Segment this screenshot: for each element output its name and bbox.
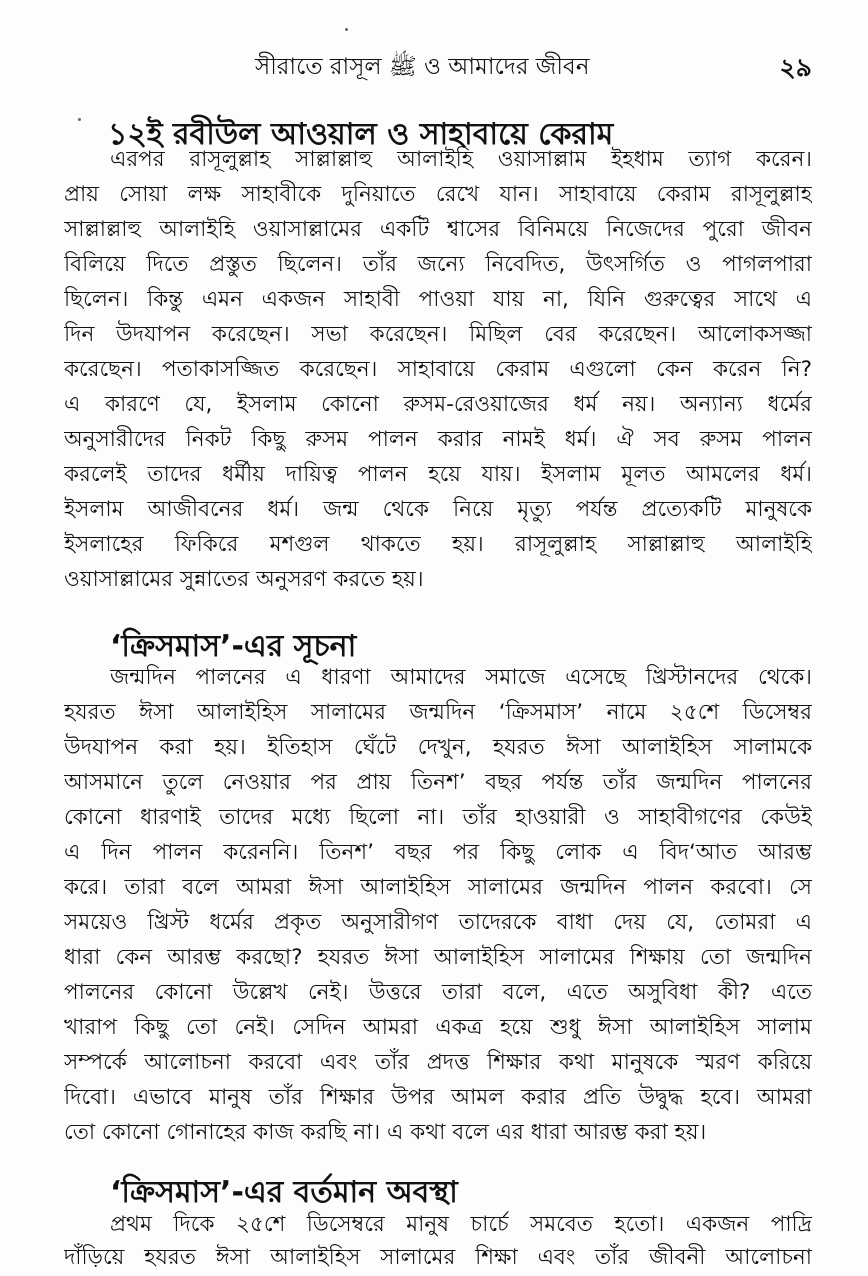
paragraph-line: সময়েও খ্রিস্ট ধর্মের প্রকৃত অনুসারীগণ তাদেরকে বাধা দেয় যে, তোমরা এ xyxy=(64,910,812,935)
paragraph-line: দাঁড়িয়ে হযরত ঈসা আলাইহিস সালামের শিক্ষা এবং তাঁর জীবনী আলোচনা xyxy=(64,1245,812,1270)
paragraph-line: করলেই তাদের ধর্মীয় দায়িত্ব পালন হয়ে যায়। ইসলাম মূলত আমলের ধর্ম। xyxy=(64,462,812,487)
paragraph-line: অনুসারীদের নিকট কিছু রুসম পালন করার নামই ধর্ম। ঐ সব রুসম পালন xyxy=(64,427,812,452)
paragraph-line: কোনো ধারণাই তাদের মধ্যে ছিলো না। তাঁর হাওয়ারী ও সাহাবীগণের কেউই xyxy=(64,805,812,830)
section-heading-rabiul-awwal: ১২ই রবীউল আওয়াল ও সাহাবায়ে কেরাম xyxy=(108,117,614,152)
paragraph-line: সম্পর্কে আলোচনা করবো এবং তাঁর প্রদত্ত শিক্ষার কথা মানুষকে স্মরণ করিয়ে xyxy=(64,1050,812,1075)
paragraph-line: হযরত ঈসা আলাইহিস সালামের জন্মদিন ‘ক্রিসমাস’ নামে ২৫শে ডিসেম্বর xyxy=(64,700,812,725)
paragraph-line: বিলিয়ে দিতে প্রস্তুত ছিলেন। তাঁর জন্যে নিবেদিত, উৎসর্গিত ও পাগলপারা xyxy=(64,252,812,277)
paragraph-line: ইসলাহের ফিকিরে মশগুল থাকতে হয়। রাসূলুল্লাহ সাল্লাল্লাহু আলাইহি xyxy=(64,532,812,557)
scan-speck xyxy=(345,28,348,31)
section-heading-christmas-current: ‘ক্রিসমাস’-এর বর্তমান অবস্থা xyxy=(110,1175,458,1210)
paragraph-line: এ কারণে যে, ইসলাম কোনো রুসম-রেওয়াজের ধর্ম নয়। অন্যান্য ধর্মের xyxy=(64,392,812,417)
paragraph-line: করে। তারা বলে আমরা ঈসা আলাইহিস সালামের জন্মদিন পালন করবো। সে xyxy=(64,875,812,900)
section-heading-christmas-origin: ‘ক্রিসমাস’-এর সূচনা xyxy=(110,629,357,664)
running-title: সীরাতে রাসূল ﷺ ও আমাদের জীবন xyxy=(255,54,590,80)
scan-speck xyxy=(78,118,81,121)
paragraph-line: ছিলেন। কিন্তু এমন একজন সাহাবী পাওয়া যায় না, যিনি গুরুত্বের সাথে এ xyxy=(64,287,812,312)
paragraph-line: তো কোনো গোনাহের কাজ করছি না। এ কথা বলে এর ধারা আরম্ভ করা হয়। xyxy=(64,1120,707,1145)
paragraph-line: উদযাপন করা হয়। ইতিহাস ঘেঁটে দেখুন, হযরত ঈসা আলাইহিস সালামকে xyxy=(64,735,812,760)
paragraph-line: পালনের কোনো উল্লেখ নেই। উত্তরে তারা বলে, এতে অসুবিধা কী? এতে xyxy=(64,980,812,1005)
paragraph-line: করেছেন। পতাকাসজ্জিত করেছেন। সাহাবায়ে কেরাম এগুলো কেন করেন নি? xyxy=(64,357,812,382)
paragraph-line: এ দিন পালন করেননি। তিনশ’ বছর পর কিছু লোক এ বিদ‘আত আরম্ভ xyxy=(64,840,812,865)
paragraph-line: আসমানে তুলে নেওয়ার পর প্রায় তিনশ’ বছর পর্যন্ত তাঁর জন্মদিন পালনের xyxy=(64,770,812,795)
paragraph-line: খারাপ কিছু তো নেই। সেদিন আমরা একত্র হয়ে শুধু ঈসা আলাইহিস সালাম xyxy=(64,1015,812,1040)
paragraph-line: এরপর রাসূলুল্লাহ সাল্লাল্লাহু আলাইহি ওয়াসাল্লাম ইহধাম ত্যাগ করেন। xyxy=(110,147,812,172)
paragraph-line: ইসলাম আজীবনের ধর্ম। জন্ম থেকে নিয়ে মৃত্যু পর্যন্ত প্রত্যেকটি মানুষকে xyxy=(64,497,812,522)
paragraph-line: প্রথম দিকে ২৫শে ডিসেম্বরে মানুষ চার্চে সমবেত হতো। একজন পাদ্রি xyxy=(110,1212,812,1237)
paragraph-line: দিবো। এভাবে মানুষ তাঁর শিক্ষার উপর আমল করার প্রতি উদ্বুদ্ধ হবে। আমরা xyxy=(64,1085,812,1110)
paragraph-line: দিন উদযাপন করেছেন। সভা করেছেন। মিছিল বের করেছেন। আলোকসজ্জা xyxy=(64,322,812,347)
paragraph-line: প্রায় সোয়া লক্ষ সাহাবীকে দুনিয়াতে রেখে যান। সাহাবায়ে কেরাম রাসূলুল্লাহ xyxy=(64,182,812,207)
paragraph-line: সাল্লাল্লাহু আলাইহি ওয়াসাল্লামের একটি শ্বাসের বিনিময়ে নিজেদের পুরো জীবন xyxy=(64,217,812,242)
paragraph-line: ধারা কেন আরম্ভ করছো? হযরত ঈসা আলাইহিস সালামের শিক্ষায় তো জন্মদিন xyxy=(64,945,812,970)
paragraph-line: জন্মদিন পালনের এ ধারণা আমাদের সমাজে এসেছে খ্রিস্টানদের থেকে। xyxy=(110,665,812,690)
page-number: ২৯ xyxy=(779,53,812,82)
paragraph-line: ওয়াসাল্লামের সুন্নাতের অনুসরণ করতে হয়। xyxy=(64,567,424,592)
